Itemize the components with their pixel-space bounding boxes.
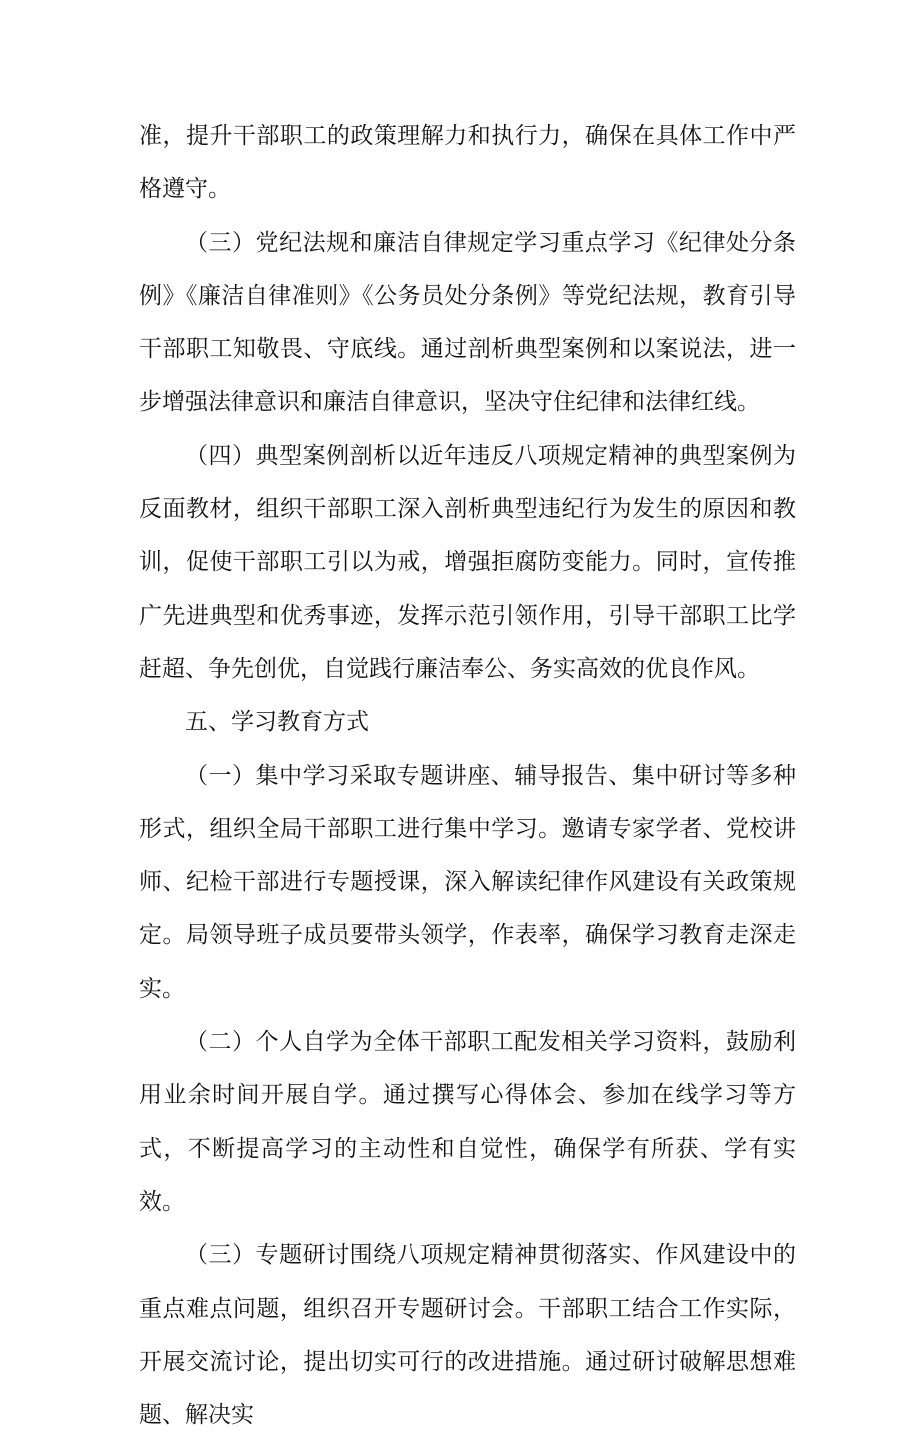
paragraph-party-discipline-study: （三）党纪法规和廉洁自律规定学习重点学习《纪律处分条例》《廉洁自律准则》《公务员处分条例》等党纪法规，教育引导干部职工知敬畏、守底线。通过剖析典型案例和以案说法，进一步增强法律意识和廉洁自律意识，坚决守住纪律和法律红线。 (139, 229, 796, 416)
paragraph-special-discussion: （三）专题研讨围绕八项规定精神贯彻落实、作风建设中的重点难点问题，组织召开专题研讨会。干部职工结合工作实际，开展交流讨论，提出切实可行的改进措施。通过研讨破解思想难题、解决实 (139, 1242, 796, 1429)
paragraph-case-analysis: （四）典型案例剖析以近年违反八项规定精神的典型案例为反面教材，组织干部职工深入剖析典型违纪行为发生的原因和教训，促使干部职工引以为戒，增强拒腐防变能力。同时，宣传推广先进典型和优秀事迹，发挥示范引领作用，引导干部职工比学赶超、争先创优，自觉践行廉洁奉公、务实高效的优良作风。 (139, 442, 796, 682)
paragraph-self-study: （二）个人自学为全体干部职工配发相关学习资料，鼓励利用业余时间开展自学。通过撰写心得体会、参加在线学习等方式，不断提高学习的主动性和自觉性，确保学有所获、学有实效。 (139, 1029, 796, 1215)
paragraph-centralized-study: （一）集中学习采取专题讲座、辅导报告、集中研讨等多种形式，组织全局干部职工进行集中学习。邀请专家学者、党校讲师、纪检干部进行专题授课，深入解读纪律作风建设有关政策规定。局领导班子成员要带头领学，作表率，确保学习教育走深走实。 (139, 762, 796, 1002)
section-heading-study-methods: 五、学习教育方式 (185, 709, 369, 736)
document-body (139, 110, 796, 1442)
paragraph-continuation: 准，提升干部职工的政策理解力和执行力，确保在具体工作中严格遵守。 (139, 123, 796, 203)
